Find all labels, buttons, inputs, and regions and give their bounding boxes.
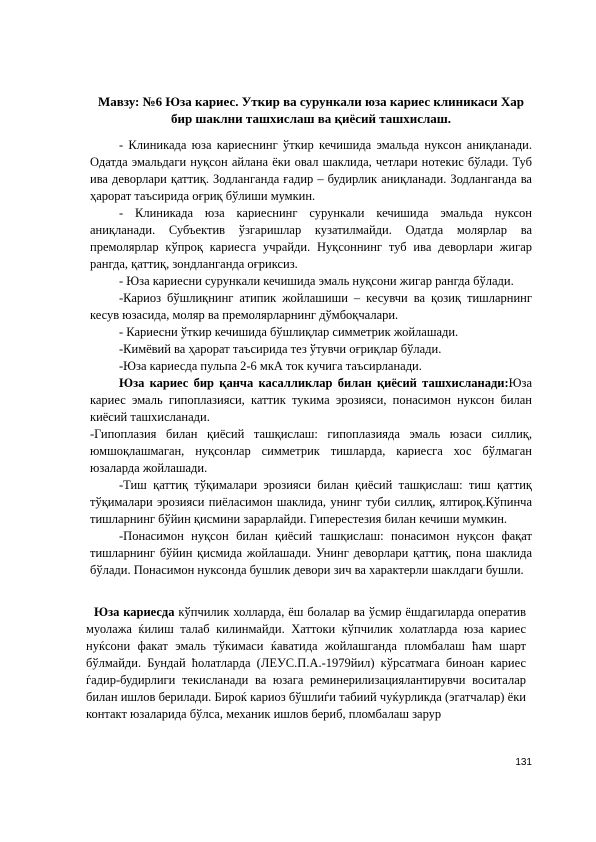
page-number: 131 <box>515 757 532 768</box>
differential-text: Юза кариес эмаль гипоплазияси, каттик тукима эрозияси, понасимон нуксон билан киёсий ташхисланади. <box>90 376 532 424</box>
page-title: Мавзу: №6 Юза кариес. Уткир ва сурункали юза кариес клиникаси Хар бир шаклни ташхислаш ва қиёсий ташхислаш. <box>97 94 525 126</box>
paragraph-treatment <box>86 604 526 723</box>
document-body <box>90 137 532 579</box>
treatment-lead: Юза кариесда <box>94 605 175 619</box>
paragraph-chronic-clinic: - Клиникада юза кариеснинг сурункали кечишида эмальда нуксон аниқланади. Субъектив ўзгаришлар кузатилмайди. Одатда молярлар ва премолярлар кўпроқ кариесга учрайди. Нуқсоннинг туб ива деворлари жигар рангда, қаттиқ, зондланганда оғриксиз. <box>90 206 532 271</box>
paragraph-acute-clinic: - Клиникада юза кариеснинг ўткир кечишида эмальда нуксон аниқланади. Одатда эмальдаги нуқсон айлана ёки овал шаклида, четлари нотекис бўлади. Туб ива деворлари қаттиқ. Зодланганда ғадир – будирлик аниқланади. Зодланганда ва ҳарорат таъсирида оғриқ бўлиши мумкин. <box>90 138 532 203</box>
paragraph-erosion: -Тиш қаттиқ тўқималари эрозияси билан қиёсий ташқислаш: тиш қаттиқ тўқималари эрозияси пиёласимон шаклида, унинг туби силлиқ, ялтироқ.Кўпинча тишларнинг бўйин қисмини зарарлайди. Гиперестезия билан кечиши мумкин. <box>90 478 532 526</box>
treatment-text: кўпчилик холларда, ёш болалар ва ўсмир ёшдагиларда оператив муолажа ќилиш талаб килинмайди. Хаттоки кўпчилик холатларда юза кариес нуќсони факат эмаль тўкимаси ќаватида жойлашганда пломбалаш ћам шарт бўлмайди. Бундай ћолатларда (ЛЕУС.П.А.-1979йил) кўрсатмага биноан кариес ѓадир-будирлиги текисланади ва юзага реминерилизациялантирувчи воситалар билан ишлов берилади. Бироќ кариоз бўшлиѓи табиий чуќурликда (эгатчалар) ёки контакт юзаларида бўлса, механик ишлов бериб, пломбалаш зарур <box>86 605 527 721</box>
paragraph-chronic-color: - Юза кариесни сурункали кечишида эмаль нуқсони жигар рангда бўлади. <box>119 274 514 288</box>
paragraph-pulp: -Юза кариесда пульпа 2-6 мкА ток кучига таъсирланади. <box>119 359 422 373</box>
paragraph-pain: -Кимёвий ва ҳарорат таъсирида тез ўтувчи оғриқлар бўлади. <box>119 342 442 356</box>
paragraph-symmetry: - Кариесни ўткир кечишида бўшлиқлар симметрик жойлашади. <box>119 325 459 339</box>
differential-heading: Юза кариес бир қанча касалликлар билан қиёсий ташхисланади: <box>119 376 509 390</box>
paragraph-atypical-location: -Кариоз бўшлиқнинг атипик жойлашиши – кесувчи ва қозиқ тишларнинг кесув юзасида, моляр ва премолярларнинг дўмбоқчалари. <box>90 291 532 322</box>
paragraph-wedge-defect: -Понасимон нуқсон билан қиёсий ташқислаш: понасимон нуқсон фақат тишларнинг бўйин қисмида жойлашади. Унинг деворлари қаттиқ, пона шаклида бўлади. Понасимон нуксонда бушлик девори зич ва характерли шаклдаги бушли. <box>90 529 532 577</box>
paragraph-differential <box>90 375 532 426</box>
paragraph-hypoplasia: -Гипоплазия билан қиёсий ташқислаш: гипоплазияда эмаль юзаси силлиқ, юмшоқлашмаган, нуқсонлар симметрик тишларда, кариесга хос бўлмаган юзаларда жойлашади. <box>90 427 532 475</box>
